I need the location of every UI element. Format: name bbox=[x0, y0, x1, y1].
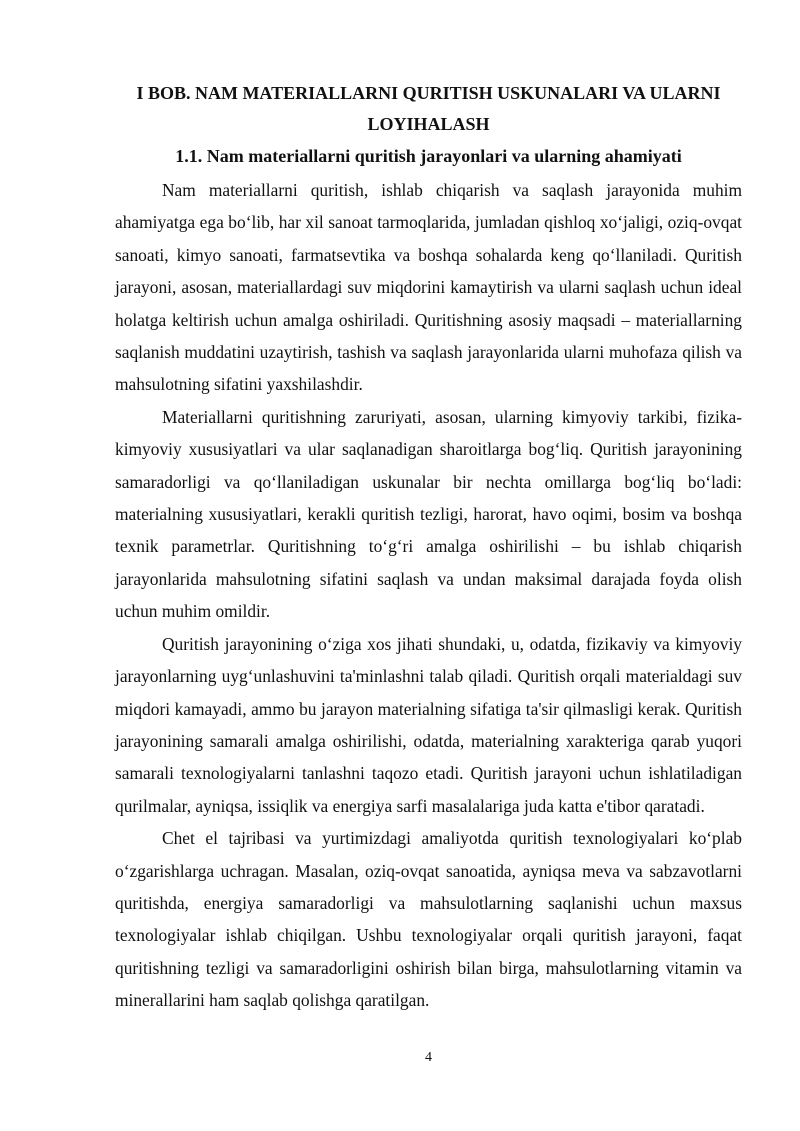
page-number: 4 bbox=[425, 1050, 432, 1065]
paragraph-3: Quritish jarayonining o‘ziga xos jihati shundaki, u, odatda, fizikaviy va kimyoviy jarayonlarning uyg‘unlashuvini ta'minlashni talab qiladi. Quritish orqali materialdagi suv miqdori kamayadi, ammo bu jarayon materialning sifatiga ta'sir qilmasligi kerak. Quritish jarayonining samarali amalga oshirilishi, odatda, materialning xarakteriga qarab yuqori samarali texnologiyalarni tanlashni taqozo etadi. Quritish jarayoni uchun ishlatiladigan qurilmalar, ayniqsa, issiqlik va energiya sarfi masalalariga juda katta e'tibor qaratadi. bbox=[115, 633, 742, 816]
paragraph-4: Chet el tajribasi va yurtimizdagi amaliyotda quritish texnologiyalari ko‘plab o‘zgarishlarga uchragan. Masalan, oziq-ovqat sanoatida, ayniqsa meva va sabzavotlarni quritishda, energiya samaradorligi va mahsulotlarning saqlanishi uchun maxsus texnologiyalar ishlab chiqilgan. Ushbu texnologiyalar orqali quritish jarayoni, faqat quritishning tezligi va samaradorligini oshirish bilan birga, mahsulotlarning vitamin va minerallarini ham saqlab qolishga qaratilgan. bbox=[115, 828, 742, 1011]
paragraph-2: Materiallarni quritishning zaruriyati, asosan, ularning kimyoviy tarkibi, fizika-kimyoviy xususiyatlari va ular saqlanadigan sharoitlarga bog‘liq. Quritish jarayonining samaradorligi va qo‘llaniladigan uskunalar bir nechta omillarga bog‘liq bo‘ladi: materialning xususiyatlari, kerakli quritish tezligi, harorat, havo oqimi, bosim va boshqa texnik parametrlar. Quritishning to‘g‘ri amalga oshirilishi – bu ishlab chiqarish jarayonlarida mahsulotning sifatini saqlash va undan maksimal darajada foyda olish uchun muhim omildir. bbox=[115, 406, 742, 622]
section-title: 1.1. Nam materiallarni quritish jarayonlari va ularning ahamiyati bbox=[175, 146, 682, 166]
paragraph-1: Nam materiallarni quritish, ishlab chiqarish va saqlash jarayonida muhim ahamiyatga ega bo‘lib, har xil sanoat tarmoqlarida, jumladan qishloq xo‘jaligi, oziq-ovqat sanoati, kimyo sanoati, farmatsevtika va boshqa sohalarda keng qo‘llaniladi. Quritish jarayoni, asosan, materiallardagi suv miqdorini kamaytirish va ularni saqlash uchun ideal holatga keltirish uchun amalga oshiriladi. Quritishning asosiy maqsadi – materiallarning saqlanish muddatini uzaytirish, tashish va saqlash jarayonlarida ularni muhofaza qilish va mahsulotning sifatini yaxshilashdir. bbox=[115, 180, 742, 395]
body-text bbox=[115, 174, 742, 1017]
chapter-title: I BOB. NAM MATERIALLARNI QURITISH USKUNALARI VA ULARNI LOYIHALASH bbox=[136, 83, 721, 134]
